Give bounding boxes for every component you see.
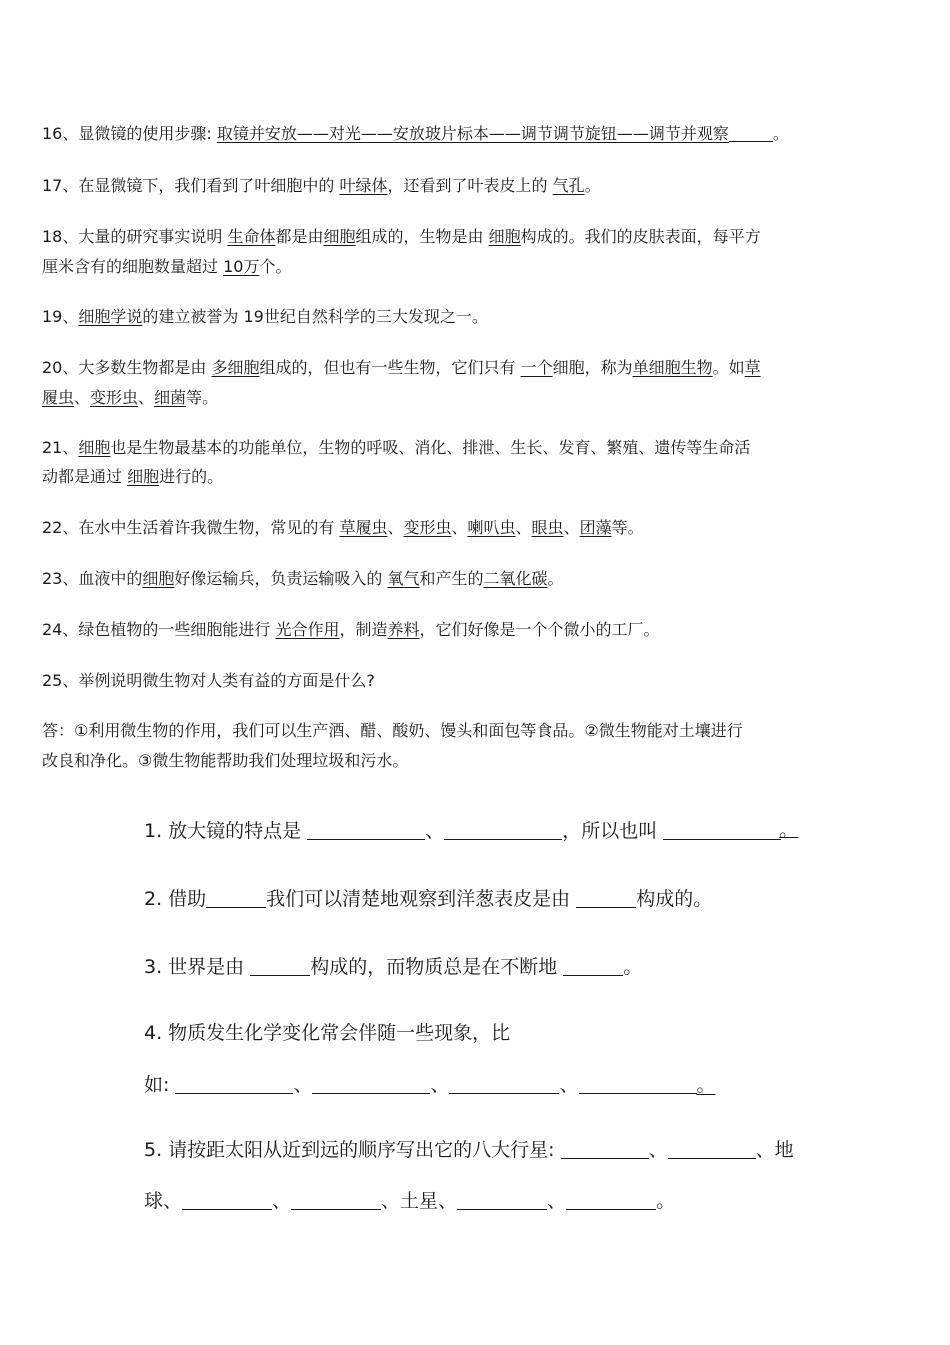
answer-blank: 二氧化碳 bbox=[483, 569, 548, 588]
blank bbox=[561, 1139, 649, 1159]
practice-4-cont: 如: 、 、 、 。 bbox=[144, 1074, 716, 1096]
practice-3: 3. 世界是由 构成的，而物质总是在不断地 。 bbox=[144, 956, 643, 978]
answer-blank: 细胞 bbox=[488, 227, 521, 246]
answer-25-line1: 答：①利用微生物的作用，我们可以生产酒、醋、酸奶、馒头和面包等食品。②微生物能对土壤进行 bbox=[42, 721, 743, 740]
blank bbox=[206, 888, 266, 908]
answer-blank: 细胞学说 bbox=[78, 307, 143, 326]
practice-5: 5. 请按距太阳从近到远的顺序写出它的八大行星: 、 、地 bbox=[144, 1139, 794, 1161]
answer-blank: 单细胞生物 bbox=[632, 358, 713, 377]
blank bbox=[563, 956, 623, 976]
answer-blank: 履虫 bbox=[42, 388, 75, 407]
answer-blank: 细胞 bbox=[323, 227, 356, 246]
question-20-cont: 履虫、变形虫、细菌等。 bbox=[42, 388, 219, 407]
blank bbox=[566, 1190, 656, 1210]
answer-blank: 细胞 bbox=[142, 569, 175, 588]
answer-blank: 取镜并安放——对光——安放玻片标本——调节调节旋钮——调节并观察 bbox=[216, 124, 729, 143]
practice-1: 1. 放大镜的特点是 、 ，所以也叫 。 bbox=[144, 819, 799, 842]
blank bbox=[182, 1190, 272, 1210]
answer-blank: 叶绿体 bbox=[339, 176, 388, 195]
blank bbox=[444, 820, 562, 840]
answer-blank: 细胞 bbox=[127, 467, 160, 486]
question-17: 17、在显微镜下，我们看到了叶细胞中的 叶绿体，还看到了叶表皮上的 气孔。 bbox=[42, 176, 601, 195]
blank bbox=[579, 1074, 697, 1094]
practice-2: 2. 借助 我们可以清楚地观察到洋葱表皮是由 构成的。 bbox=[144, 888, 713, 910]
answer-blank: 10万 bbox=[223, 257, 260, 276]
practice-5-cont: 球、 、 、土星、 、 。 bbox=[144, 1190, 676, 1212]
answer-blank: 草履虫 bbox=[339, 518, 388, 537]
answer-blank: 草 bbox=[744, 358, 761, 377]
answer-blank: 光合作用 bbox=[275, 620, 340, 639]
question-22: 22、在水中生活着许我微生物，常见的有 草履虫、变形虫、喇叭虫、眼虫、团藻等。 bbox=[42, 518, 644, 537]
question-21-cont: 动都是通过 细胞进行的。 bbox=[42, 467, 224, 486]
blank bbox=[668, 1139, 756, 1159]
blank bbox=[312, 1074, 430, 1094]
blank bbox=[576, 888, 636, 908]
practice-4: 4. 物质发生化学变化常会伴随一些现象，比 bbox=[144, 1022, 511, 1044]
blank bbox=[729, 125, 773, 142]
question-18: 18、大量的研究事实说明 生命体都是由细胞组成的，生物是由 细胞构成的。我们的皮肤表面，每平方 bbox=[42, 227, 761, 246]
answer-blank: 气孔 bbox=[552, 176, 585, 195]
answer-blank: 团藻 bbox=[579, 518, 612, 537]
question-24: 24、绿色植物的一些细胞能进行 光合作用，制造养料，它们好像是一个个微小的工厂。 bbox=[42, 620, 660, 639]
blank bbox=[307, 820, 425, 840]
answer-blank: 变形虫 bbox=[403, 518, 452, 537]
answer-blank: 喇叭虫 bbox=[467, 518, 516, 537]
question-21: 21、细胞也是生物最基本的功能单位，生物的呼吸、消化、排泄、生长、发育、繁殖、遗传等生命活 bbox=[42, 438, 751, 457]
answer-blank: 细胞 bbox=[78, 438, 111, 457]
answer-blank: 养料 bbox=[387, 620, 420, 639]
question-19: 19、细胞学说的建立被誉为 19世纪自然科学的三大发现之一。 bbox=[42, 307, 488, 326]
blank bbox=[291, 1190, 381, 1210]
answer-blank: 氧气 bbox=[387, 569, 420, 588]
answer-blank: 多细胞 bbox=[211, 358, 260, 377]
question-25: 25、举例说明微生物对人类有益的方面是什么? bbox=[42, 671, 375, 690]
answer-blank: 细菌 bbox=[154, 388, 187, 407]
answer-blank: 一个 bbox=[520, 358, 553, 377]
answer-blank: 眼虫 bbox=[531, 518, 564, 537]
answer-blank: 变形虫 bbox=[90, 388, 139, 407]
blank: 。 bbox=[663, 820, 781, 840]
blank bbox=[250, 956, 310, 976]
question-18-cont: 厘米含有的细胞数量超过 10万个。 bbox=[42, 257, 292, 276]
blank bbox=[457, 1190, 547, 1210]
blank bbox=[175, 1074, 293, 1094]
question-16: 16、显微镜的使用步骤: 取镜并安放——对光——安放玻片标本——调节调节旋钮——调节并观察 。 bbox=[42, 124, 789, 143]
question-20: 20、大多数生物都是由 多细胞组成的，但也有一些生物，它们只有 一个细胞，称为单细胞生物。如草 bbox=[42, 358, 761, 377]
blank bbox=[449, 1074, 559, 1094]
answer-blank: 生命体 bbox=[227, 227, 276, 246]
answer-25-line2: 改良和净化。③微生物能帮助我们处理垃圾和污水。 bbox=[42, 751, 409, 770]
question-23: 23、血液中的细胞好像运输兵，负责运输吸入的 氧气和产生的二氧化碳。 bbox=[42, 569, 564, 588]
